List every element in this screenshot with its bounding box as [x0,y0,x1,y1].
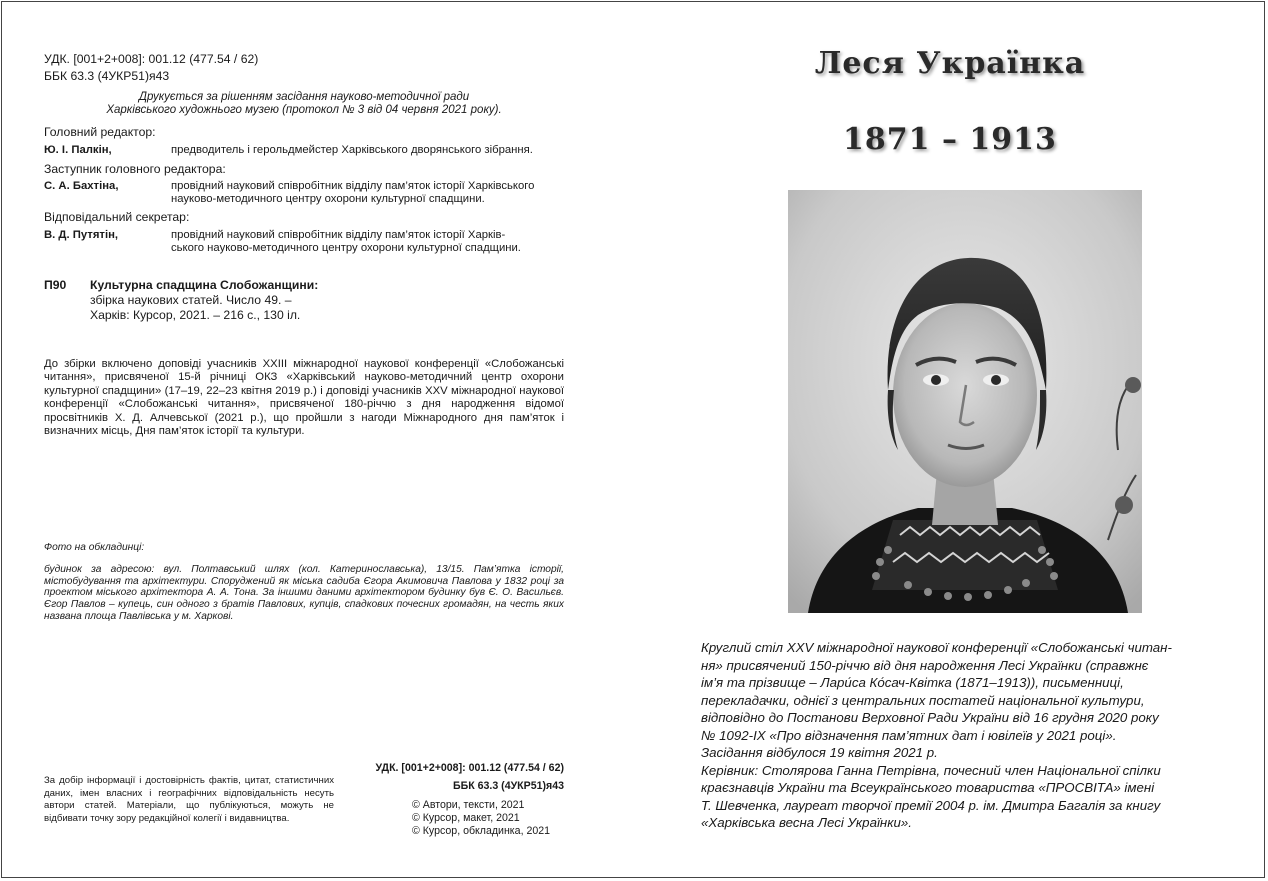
secretary-name: В. Д. Путятін, [44,229,119,241]
catalog-line-2: Харків: Курсор, 2021. – 216 с., 130 іл. [90,308,301,322]
portrait-photo [788,190,1142,613]
copyright-cover: © Курсор, обкладинка, 2021 [412,825,551,837]
deputy-editor-desc-1: провідний науковий співробітник відділу пам’яток історії Харківського [171,180,535,192]
caption-line-6: № 1092-IX «Про відзначення пам’ятних дат і ювілеїв у 2021 році». [701,728,1117,743]
print-decision-line-2: Харківського художнього музею (протокол № 3 від 04 червня 2021 року). [106,104,502,116]
photo-label: Фото на обкладинці: [44,542,145,553]
person-name-title: Леся Українка [814,46,1086,81]
catalog-line-1: збірка наукових статей. Число 49. – [90,293,292,307]
bbk-code: ББК 63.3 (4УКР51)я43 [44,69,170,83]
secretary-desc-2: ського науково-методичного центру охорони культурної спадщини. [171,242,521,254]
bbk-code-bottom: ББК 63.3 (4УКР51)я43 [452,780,564,792]
caption-line-5: відповідно до Постанови Верховної Ради України від 16 грудня 2020 року [701,710,1159,725]
print-decision-line-1: Друкується за рішенням засідання науково-методичної ради [138,91,470,103]
deputy-editor-desc-2: науково-методичного центру охорони культурної спадщини. [171,193,485,205]
udk-code-bottom: УДК. [001+2+008]: 001.12 (477.54 / 62) [375,762,564,774]
catalog-code: П90 [44,278,67,292]
udk-code: УДК. [001+2+008]: 001.12 (477.54 / 62) [44,52,259,66]
caption-line-9: краєзнавців України та Всеукраїнського товариства «ПРОСВІТА» імені [701,780,1155,795]
catalog-title: Культурна спадщина Слобожанщини: [90,278,319,292]
deputy-editor-name: С. А. Бахтіна, [44,180,119,192]
caption-line-1: Круглий стіл XXV міжнародної наукової конференції «Слобожанські читан- [701,640,1172,655]
photo-description: будинок за адресою: вул. Полтавський шлях (кол. Катеринославська), 13/15. Пам’ятка історії, містобудування та архітектури. Споруджений як міська садиба Єгора Акимовича Павлова у 1832 році за проектом міського архітектора А. А. Тона. За іншими даними архітектором будинку був Є. О. Васильєв. Єгор Павлов – купець, син одного з братів Павлових, купців, спадкових почесних громадян, на честь яких названа площа Павлівська у м. Харкові. [44,564,564,622]
secretary-row [44,229,566,255]
chief-editor-name: Ю. І. Палкін, [44,144,112,156]
secretary-label: Відповідальний секретар: [44,210,190,224]
copyright-layout: © Курсор, макет, 2021 [412,812,520,824]
chief-editor-desc: предводитель і герольдмейстер Харківського дворянського зібрання. [171,144,533,156]
collection-abstract: До збірки включено доповіді учасників XXIII міжнародної наукової конференції «Слобожанські читання», присвяченої 15-й річниці ОКЗ «Харківський науково-методичний центр охорони культурної спадщини» (17–19, 22–23 квітня 2019 р.) і доповіді учасників XXV міжнародної наукової конференції «Слобожанські читання», присвяченої 180-річчю з дня народження відомої просвітників Х. Д. Алчевської (2021 р.), що пройшли з нагоди Міжнародного дня пам’яток і визначних місць, Дня пам’яток історії та культури. [44,358,564,438]
caption-line-10: Т. Шевченка, лауреат творчої премії 2004 р. ім. Дмитра Багалія за книгу [701,798,1161,813]
deputy-editor-row [44,180,566,206]
caption-line-11: «Харківська весна Лесі Українки». [701,815,913,830]
caption-line-7: Засідання відбулося 19 квітня 2021 р. [701,745,938,760]
responsibility-note: За добір інформації і достовірність фактів, цитат, статистичних даних, імен власних і географічних відповідальність несуть автори статей. Матеріали, що публікуються, можуть не відбивати точку зору редакційної колегії і видавництва. [44,775,334,824]
caption-line-4: перекладачки, однієї з центральних постатей національної культури, [701,693,1145,708]
caption-line-3: ім’я та прізвище – Лари́са Ко́сач-Квітка (1871–1913)), письменниці, [701,675,1124,690]
copyright-authors: © Автори, тексти, 2021 [412,799,525,811]
chief-editor-label: Головний редактор: [44,125,156,139]
caption-line-8: Керівник: Столярова Ганна Петрівна, почесний член Національної спілки [701,763,1161,778]
deputy-editor-label: Заступник головного редактора: [44,162,226,176]
caption-line-2: ня» присвячений 150-річчю від дня народження Лесі Українки (справжнє [701,658,1149,673]
portrait-photo-icon [788,190,1142,613]
life-years-title: 1871 – 1913 [843,122,1057,157]
secretary-desc-1: провідний науковий співробітник відділу пам’яток історії Харків- [171,229,506,241]
